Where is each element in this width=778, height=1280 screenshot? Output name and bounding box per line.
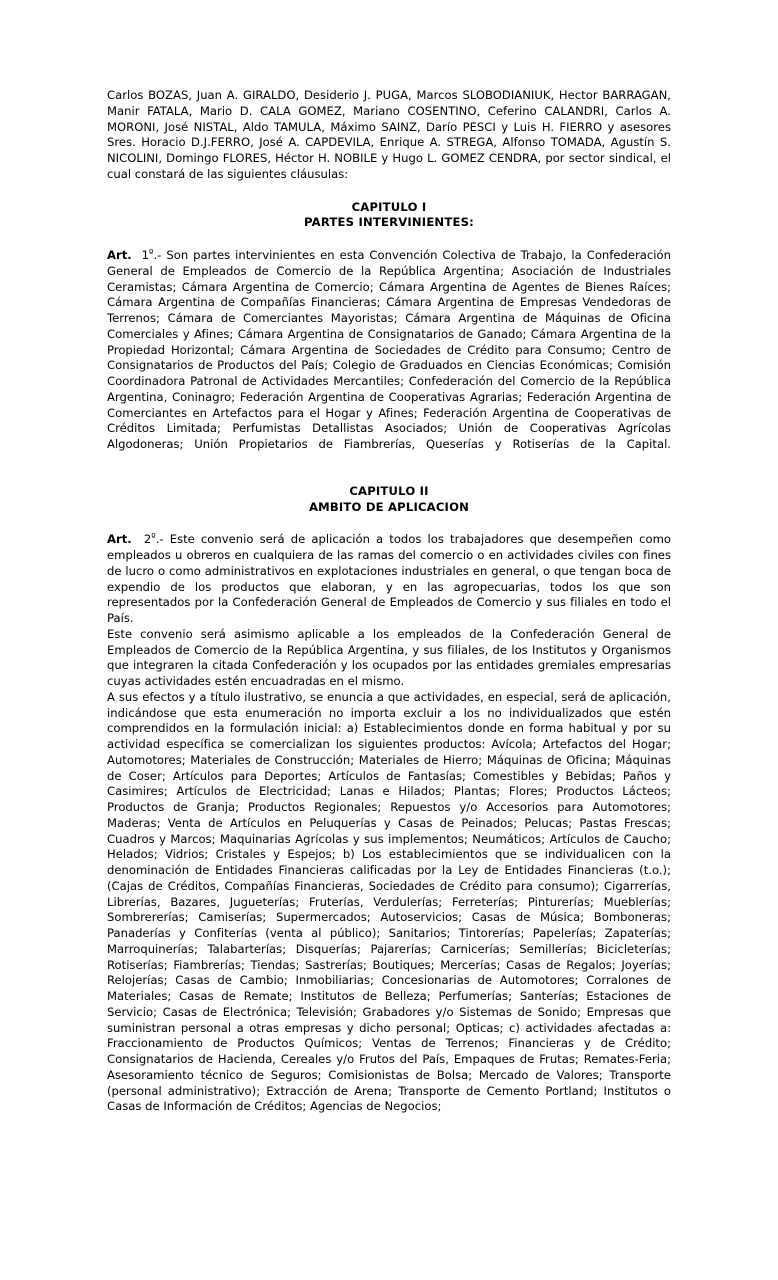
article-two-number: 2 xyxy=(143,532,152,547)
article-one-separator: .- xyxy=(153,248,167,262)
article-one-number: 1 xyxy=(141,248,150,262)
spacer-after-chapter-one-heading xyxy=(107,231,671,248)
spacer-before-chapter-two xyxy=(107,453,671,484)
spacer-before-chapter-one xyxy=(107,183,671,200)
article-one-ordinal-icon: º xyxy=(149,248,154,259)
intro-paragraph: Carlos BOZAS, Juan A. GIRALDO, Desiderio J. PUGA, Marcos SLOBODIANIUK, Hector BARRAGAN, Manir FATALA, Mario D. CALA GOMEZ, Mariano COSENTINO, Ceferino CALANDRI, Carlos A. MORONI, José NISTAL, Aldo TAMULA, Máximo SAINZ, Darío PESCI y Luis H. FIERRO y asesores Sres. Horacio D.J.FERRO, José A. CAPDEVILA, Enrique A. STREGA, Alfonso TOMADA, Agustín S. NICOLINI, Domingo FLORES, Héctor H. NOBILE y Hugo L. GOMEZ CENDRA, por sector sindical, el cual constará de las siguientes cláusulas: xyxy=(107,88,671,181)
article-two-space xyxy=(132,532,144,546)
chapter-two-title: CAPITULO II xyxy=(349,483,429,498)
chapter-one-title: CAPITULO I xyxy=(351,199,427,214)
chapter-two-heading xyxy=(107,484,671,516)
article-one-paragraph xyxy=(107,248,671,453)
chapter-one-heading xyxy=(107,200,671,232)
article-one-text: Son partes intervinientes en esta Convención Colectiva de Trabajo, la Confederación General de Empleados de Comercio de la República Argentina; Asociación de Industriales Ceramistas; Cámara Argentina de Comercio; Cámara Argentina de Agentes de Bienes Raíces; Cámara Argentina de Compañías Financieras; Cámara Argentina de Empresas Vendedoras de Terrenos; Cámara de Comerciantes Mayoristas; Cámara Argentina de Máquinas de Oficina Comerciales y Afines; Cámara Argentina de Consignatarios de Ganado; Cámara Argentina de la Propiedad Horizontal; Cámara Argentina de Sociedades de Crédito para Consumo; Centro de Consignatarios de Productos del País; Colegio de Graduados en Ciencias Económicas; Comisión Coordinadora Patronal de Actividades Mercantiles; Confederación del Comercio de la República Argentina, Coninagro; Federación Argentina de Cooperativas Agrarias; Federación Argentina de Comerciantes en Artefactos para el Hogar y Afines; Federación Argentina de Cooperativas de Créditos Limitada; Perfumistas Detallistas Asociados; Unión de Cooperativas Agrícolas Algodoneras; Unión Propietarios de Fiambrerías, Queserías y Rotiserías de la Capital. xyxy=(107,248,671,451)
article-two-text-one: Este convenio será de aplicación a todos los trabajadores que desempeñen como empleados u obreros en cualquiera de las ramas del comercio o en actividades civiles con fines de lucro o como administrativos en explotaciones industriales en general, o que tengan boca de expendio de los productos que elaboran, y en las agropecuarias, todos los que son representados por la Confederación General de Empleados de Comercio y sus filiales en todo el País. xyxy=(107,532,671,625)
article-two-paragraph-three: A sus efectos y a título ilustrativo, se enuncia a que actividades, en especial, será de aplicación, indicándose que esta enumeración no importa excluir a los no individualizados que estén comprendidos en la formulación inicial: a) Establecimientos donde en forma habitual y por su actividad específica se comercializan los siguientes productos: Avícola; Artefactos del Hogar; Automotores; Materiales de Construcción; Materiales de Hierro; Máquinas de Oficina; Máquinas de Coser; Artículos para Deportes; Artículos de Fantasías; Comestibles y Bebidas; Paños y Casimires; Artículos de Electricidad; Lanas e Hilados; Plantas; Flores; Productos Lácteos; Productos de Granja; Productos Regionales; Repuestos y/o Accesorios para Automotores; Maderas; Venta de Artículos en Peluquerías y Casas de Peinados; Pelucas; Pastas Frescas; Cuadros y Marcos; Maquinarias Agrícolas y sus implementos; Neumáticos; Artículos de Caucho; Helados; Vidrios; Cristales y Espejos; b) Los establecimientos que se individualicen con la denominación de Entidades Financieras calificadas por la Ley de Entidades Financieras (t.o.); (Cajas de Créditos, Compañías Financieras, Sociedades de Crédito para consumo); Cigarrerías, Librerías, Bazares, Jugueterías; Fruterías, Verdulerías; Ferreterías; Pinturerías; Mueblerías; Sombrererías; Camiserías; Supermercados; Autoservicios; Casas de Música; Bomboneras; Panaderías y Confiterías (venta al público); Sanitarios; Tintorerías; Papelerías; Zapaterías; Marroquinerías; Talabarterías; Disquerías; Pajarerías; Carnicerías; Semillerías; Bicicleterías; Rotiserías; Fiambrerías; Tiendas; Sastrerías; Boutiques; Mercerías; Casas de Regalos; Joyerías; Relojerías; Casas de Cambio; Inmobiliarias; Concesionarias de Automotores; Corralones de Materiales; Casas de Remate; Institutos de Belleza; Perfumerías; Santerías; Estaciones de Servicio; Casas de Electrónica; Televisión; Grabadores y/o Sistemas de Sonido; Empresas que suministran personal a otras empresas y dicho personal; Opticas; c) actividades afectadas a: Fraccionamiento de Productos Químicos; Ventas de Terrenos; Financieras y de Crédito; Consignatarios de Hacienda, Cereales y/o Frutos del País, Empaques de Frutas; Remates-Feria; Asesoramiento técnico de Seguros; Comisionistas de Bolsa; Mercado de Valores; Transporte (personal administrativo); Extracción de Arena; Transporte de Cemento Portland; Institutos o Casas de Información de Créditos; Agencias de Negocios; xyxy=(107,689,671,1114)
article-two-separator: .- xyxy=(155,532,170,547)
article-one-space xyxy=(132,248,142,262)
document-text-column xyxy=(107,88,671,1115)
article-one-label: Art. xyxy=(107,248,132,262)
article-two-paragraph-two: Este convenio será asimismo aplicable a los empleados de la Confederación General de Empleados de Comercio de la República Argentina, y sus filiales, de los Institutos y Organismos que integraren la citada Confederación y los ocupados por las entidades gremiales empresarias cuyas actividades estén encuadradas en el mismo. xyxy=(107,626,671,688)
article-two-paragraph-one xyxy=(107,532,671,627)
article-two-ordinal-icon: º xyxy=(151,532,156,544)
chapter-two-subtitle: AMBITO DE APLICACION xyxy=(308,499,470,514)
chapter-one-subtitle: PARTES INTERVINIENTES: xyxy=(304,215,474,230)
article-two-label: Art. xyxy=(107,532,132,547)
spacer-after-chapter-two-heading xyxy=(107,515,671,532)
